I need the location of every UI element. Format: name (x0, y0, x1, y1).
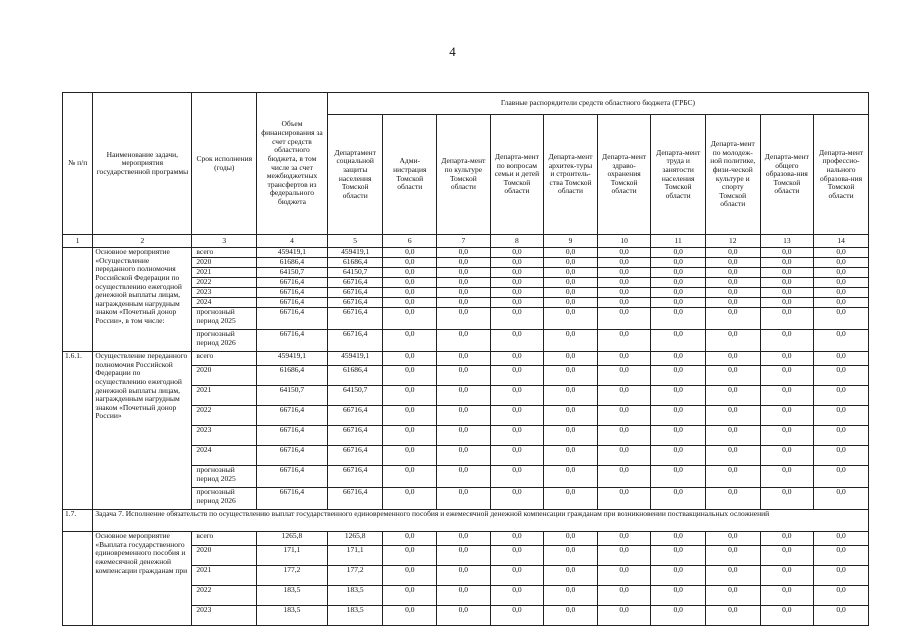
value-cell: 0,0 (490, 278, 544, 288)
value-cell: 0,0 (597, 308, 651, 330)
value-cell: 0,0 (383, 406, 437, 426)
row-term: 2020 (192, 366, 257, 386)
value-cell: 0,0 (651, 446, 706, 466)
value-cell: 0,0 (437, 488, 491, 510)
value-cell: 0,0 (760, 330, 814, 352)
row-term: всего (192, 532, 257, 546)
row-name: Основное мероприятие «Выплата государственного единовременного пособия и ежемесячной денежной компенсации гражданам при (93, 532, 192, 626)
row-term: 2022 (192, 586, 257, 606)
value-cell: 0,0 (597, 586, 651, 606)
value-cell: 0,0 (437, 298, 491, 308)
value-cell: 177,2 (327, 566, 383, 586)
value-cell: 0,0 (544, 488, 598, 510)
value-cell: 0,0 (814, 546, 869, 566)
value-cell: 0,0 (760, 366, 814, 386)
value-cell: 0,0 (651, 466, 706, 488)
column-number: 7 (437, 235, 491, 248)
row-number: 1.6.1. (63, 352, 93, 510)
value-cell: 0,0 (814, 606, 869, 626)
value-cell: 0,0 (651, 426, 706, 446)
value-cell: 0,0 (544, 386, 598, 406)
value-cell: 0,0 (437, 288, 491, 298)
value-cell: 0,0 (705, 288, 760, 298)
value-cell: 0,0 (760, 288, 814, 298)
value-cell: 0,0 (383, 330, 437, 352)
value-cell: 0,0 (544, 466, 598, 488)
value-cell: 66716,4 (257, 308, 328, 330)
value-cell: 0,0 (814, 446, 869, 466)
value-cell: 66716,4 (327, 406, 383, 426)
value-cell: 0,0 (544, 330, 598, 352)
value-cell: 0,0 (383, 466, 437, 488)
value-cell: 64150,7 (327, 386, 383, 406)
value-cell: 0,0 (760, 258, 814, 268)
value-cell: 0,0 (597, 386, 651, 406)
table-row (63, 532, 869, 546)
value-cell: 0,0 (544, 248, 598, 258)
header-department: Департа-мент общего образова-ния Томской области (760, 115, 814, 235)
value-cell: 0,0 (383, 586, 437, 606)
value-cell: 0,0 (490, 268, 544, 278)
value-cell: 66716,4 (257, 298, 328, 308)
column-number: 9 (544, 235, 598, 248)
value-cell: 0,0 (437, 268, 491, 278)
value-cell: 0,0 (490, 546, 544, 566)
value-cell: 0,0 (490, 566, 544, 586)
value-cell: 0,0 (544, 352, 598, 366)
value-cell: 0,0 (705, 268, 760, 278)
row-term: прогнозный период 2026 (192, 488, 257, 510)
value-cell: 0,0 (490, 248, 544, 258)
value-cell: 0,0 (760, 278, 814, 288)
value-cell: 177,2 (257, 566, 328, 586)
value-cell: 0,0 (383, 606, 437, 626)
value-cell: 459419,1 (257, 352, 328, 366)
value-cell: 0,0 (651, 308, 706, 330)
row-term: 2021 (192, 386, 257, 406)
value-cell: 0,0 (651, 566, 706, 586)
value-cell: 0,0 (651, 546, 706, 566)
task-row (63, 510, 869, 532)
column-number: 13 (760, 235, 814, 248)
value-cell: 0,0 (597, 366, 651, 386)
value-cell: 66716,4 (327, 288, 383, 298)
value-cell: 0,0 (597, 352, 651, 366)
value-cell: 0,0 (544, 288, 598, 298)
value-cell: 0,0 (437, 330, 491, 352)
value-cell: 0,0 (651, 586, 706, 606)
value-cell: 66716,4 (257, 488, 328, 510)
value-cell: 66716,4 (257, 288, 328, 298)
value-cell: 0,0 (544, 298, 598, 308)
value-cell: 0,0 (760, 406, 814, 426)
header-department: Департа-мент профессио-нального образова-ния Томской области (814, 115, 869, 235)
value-cell: 0,0 (760, 546, 814, 566)
value-cell: 0,0 (814, 366, 869, 386)
value-cell: 0,0 (383, 426, 437, 446)
column-number: 10 (597, 235, 651, 248)
value-cell: 0,0 (814, 268, 869, 278)
value-cell: 0,0 (705, 546, 760, 566)
row-term: всего (192, 352, 257, 366)
value-cell: 0,0 (814, 352, 869, 366)
value-cell: 0,0 (437, 586, 491, 606)
value-cell: 0,0 (597, 298, 651, 308)
value-cell: 0,0 (760, 426, 814, 446)
row-term: прогнозный период 2026 (192, 330, 257, 352)
value-cell: 0,0 (760, 298, 814, 308)
row-term: 2024 (192, 298, 257, 308)
value-cell: 0,0 (814, 386, 869, 406)
column-number: 1 (63, 235, 93, 248)
value-cell: 66716,4 (257, 406, 328, 426)
value-cell: 0,0 (651, 488, 706, 510)
value-cell: 0,0 (705, 426, 760, 446)
value-cell: 0,0 (651, 606, 706, 626)
value-cell: 0,0 (597, 546, 651, 566)
value-cell: 0,0 (490, 298, 544, 308)
value-cell: 0,0 (597, 406, 651, 426)
value-cell: 0,0 (437, 352, 491, 366)
value-cell: 0,0 (760, 606, 814, 626)
value-cell: 0,0 (651, 406, 706, 426)
value-cell: 0,0 (437, 278, 491, 288)
value-cell: 0,0 (814, 288, 869, 298)
value-cell: 0,0 (383, 446, 437, 466)
header-department: Департамент социальной защиты населения Томской области (327, 115, 383, 235)
row-term: 2021 (192, 268, 257, 278)
value-cell: 0,0 (383, 268, 437, 278)
value-cell: 0,0 (651, 386, 706, 406)
value-cell: 66716,4 (257, 278, 328, 288)
header-department: Департа-мент по молодеж-ной политике, физи-ческой культуре и спорту Томской области (705, 115, 760, 235)
value-cell: 0,0 (437, 466, 491, 488)
value-cell: 183,5 (327, 606, 383, 626)
row-name: Осуществление переданного полномочия Российской Федерации по осуществлению ежегодной денежной выплаты лицам, награжденным нагрудным знаком «Почетный донор России» (93, 352, 192, 510)
value-cell: 0,0 (814, 308, 869, 330)
value-cell: 0,0 (760, 352, 814, 366)
value-cell: 0,0 (490, 406, 544, 426)
value-cell: 0,0 (490, 488, 544, 510)
column-number: 11 (651, 235, 706, 248)
value-cell: 0,0 (814, 566, 869, 586)
value-cell: 0,0 (760, 466, 814, 488)
header-grbs: Главные распорядители средств областного бюджета (ГРБС) (327, 93, 868, 115)
value-cell: 0,0 (705, 586, 760, 606)
value-cell: 66716,4 (327, 298, 383, 308)
value-cell: 0,0 (544, 406, 598, 426)
value-cell: 0,0 (814, 488, 869, 510)
value-cell: 183,5 (257, 586, 328, 606)
value-cell: 64150,7 (257, 268, 328, 278)
value-cell: 0,0 (814, 248, 869, 258)
value-cell: 0,0 (544, 586, 598, 606)
value-cell: 0,0 (760, 586, 814, 606)
value-cell: 0,0 (383, 386, 437, 406)
column-number: 8 (490, 235, 544, 248)
value-cell: 0,0 (383, 308, 437, 330)
header-department: Департа-мент архитек-туры и строитель-ства Томской области (544, 115, 598, 235)
value-cell: 0,0 (490, 446, 544, 466)
row-term: 2024 (192, 446, 257, 466)
header-department: Адми-нистрация Томской области (383, 115, 437, 235)
value-cell: 0,0 (490, 288, 544, 298)
value-cell: 0,0 (597, 268, 651, 278)
value-cell: 0,0 (490, 426, 544, 446)
value-cell: 66716,4 (257, 446, 328, 466)
value-cell: 0,0 (597, 606, 651, 626)
value-cell: 0,0 (651, 258, 706, 268)
value-cell: 66716,4 (327, 446, 383, 466)
row-term: 2020 (192, 546, 257, 566)
value-cell: 0,0 (437, 546, 491, 566)
table-body (63, 248, 869, 626)
column-number: 4 (257, 235, 328, 248)
value-cell: 0,0 (544, 606, 598, 626)
header-term: Срок исполнения (годы) (192, 93, 257, 235)
table-row (63, 248, 869, 258)
table-row (63, 352, 869, 366)
value-cell: 0,0 (597, 426, 651, 446)
value-cell: 1265,8 (327, 532, 383, 546)
value-cell: 0,0 (490, 466, 544, 488)
row-term: 2022 (192, 278, 257, 288)
value-cell: 0,0 (814, 258, 869, 268)
value-cell: 0,0 (490, 308, 544, 330)
value-cell: 0,0 (490, 586, 544, 606)
column-number: 3 (192, 235, 257, 248)
value-cell: 0,0 (651, 330, 706, 352)
value-cell: 0,0 (383, 532, 437, 546)
row-number (63, 532, 93, 626)
value-cell: 0,0 (651, 248, 706, 258)
header-volume: Объем финансирования за счет средств областного бюджета, в том числе за счет межбюджетных трансфертов из федерального бюджета (257, 93, 328, 235)
value-cell: 0,0 (490, 352, 544, 366)
header-num: № п/п (63, 93, 93, 235)
value-cell: 0,0 (383, 258, 437, 268)
table-header (63, 93, 869, 248)
value-cell: 459419,1 (327, 248, 383, 258)
value-cell: 0,0 (705, 366, 760, 386)
value-cell: 0,0 (705, 488, 760, 510)
header-department: Департа-мент по вопросам семьи и детей Томской области (490, 115, 544, 235)
value-cell: 0,0 (437, 248, 491, 258)
row-term: 2023 (192, 426, 257, 446)
value-cell: 61686,4 (327, 258, 383, 268)
value-cell: 0,0 (544, 308, 598, 330)
value-cell: 64150,7 (257, 386, 328, 406)
row-name: Основное мероприятие «Осуществление переданного полномочия Российской Федерации по осуществлению ежегодной денежной выплаты лицам, награжденным нагрудным знаком «Почетный донор России», в том числе: (93, 248, 192, 352)
value-cell: 0,0 (705, 298, 760, 308)
value-cell: 0,0 (814, 406, 869, 426)
value-cell: 0,0 (651, 298, 706, 308)
value-cell: 66716,4 (257, 330, 328, 352)
page-number: 4 (449, 44, 456, 59)
value-cell: 0,0 (544, 268, 598, 278)
value-cell: 459419,1 (257, 248, 328, 258)
value-cell: 0,0 (705, 352, 760, 366)
value-cell: 0,0 (490, 258, 544, 268)
column-number-row (63, 235, 869, 248)
value-cell: 0,0 (760, 268, 814, 278)
value-cell: 0,0 (383, 298, 437, 308)
value-cell: 0,0 (490, 386, 544, 406)
row-number (63, 248, 93, 352)
value-cell: 61686,4 (257, 258, 328, 268)
value-cell: 0,0 (597, 446, 651, 466)
header-department: Департа-мент труда и занятости населения Томской области (651, 115, 706, 235)
value-cell: 64150,7 (327, 268, 383, 278)
value-cell: 0,0 (597, 248, 651, 258)
value-cell: 0,0 (651, 268, 706, 278)
row-term: прогнозный период 2025 (192, 308, 257, 330)
row-term: 2023 (192, 288, 257, 298)
value-cell: 0,0 (814, 426, 869, 446)
value-cell: 0,0 (383, 546, 437, 566)
value-cell: 0,0 (597, 258, 651, 268)
value-cell: 0,0 (544, 258, 598, 268)
value-cell: 61686,4 (257, 366, 328, 386)
task-number: 1.7. (63, 510, 93, 532)
value-cell: 0,0 (705, 258, 760, 268)
value-cell: 0,0 (544, 532, 598, 546)
header-name: Наименование задачи, мероприятия государственной программы (93, 93, 192, 235)
value-cell: 66716,4 (327, 488, 383, 510)
value-cell: 0,0 (760, 308, 814, 330)
value-cell: 0,0 (597, 532, 651, 546)
value-cell: 0,0 (490, 366, 544, 386)
value-cell: 0,0 (705, 532, 760, 546)
value-cell: 66716,4 (327, 330, 383, 352)
value-cell: 0,0 (760, 488, 814, 510)
value-cell: 0,0 (437, 606, 491, 626)
column-number: 14 (814, 235, 869, 248)
header-department: Департа-мент здраво-охранения Томской области (597, 115, 651, 235)
value-cell: 0,0 (814, 466, 869, 488)
value-cell: 0,0 (705, 566, 760, 586)
value-cell: 0,0 (814, 586, 869, 606)
value-cell: 0,0 (814, 330, 869, 352)
value-cell: 183,5 (257, 606, 328, 626)
value-cell: 0,0 (383, 288, 437, 298)
row-term: прогнозный период 2025 (192, 466, 257, 488)
value-cell: 61686,4 (327, 366, 383, 386)
value-cell: 0,0 (544, 426, 598, 446)
value-cell: 66716,4 (257, 426, 328, 446)
value-cell: 0,0 (383, 566, 437, 586)
value-cell: 0,0 (705, 406, 760, 426)
value-cell: 0,0 (544, 446, 598, 466)
value-cell: 0,0 (490, 606, 544, 626)
value-cell: 0,0 (760, 532, 814, 546)
value-cell: 171,1 (257, 546, 328, 566)
value-cell: 0,0 (705, 606, 760, 626)
value-cell: 66716,4 (327, 426, 383, 446)
value-cell: 0,0 (597, 288, 651, 298)
value-cell: 0,0 (544, 566, 598, 586)
value-cell: 66716,4 (327, 278, 383, 288)
value-cell: 0,0 (814, 298, 869, 308)
row-term: 2022 (192, 406, 257, 426)
value-cell: 0,0 (544, 278, 598, 288)
value-cell: 0,0 (490, 532, 544, 546)
row-term: 2021 (192, 566, 257, 586)
value-cell: 0,0 (705, 330, 760, 352)
value-cell: 0,0 (544, 546, 598, 566)
row-term: всего (192, 248, 257, 258)
header-department: Департа-мент по культуре Томской области (437, 115, 491, 235)
value-cell: 66716,4 (257, 466, 328, 488)
value-cell: 0,0 (597, 488, 651, 510)
value-cell: 0,0 (437, 566, 491, 586)
value-cell: 0,0 (383, 248, 437, 258)
value-cell: 0,0 (437, 308, 491, 330)
task-title: Задача 7. Исполнение обязательств по осуществлению выплат государственного единовременного пособия и ежемесячной денежной компенсации гражданам при возникновении поствакцинальных осложнений (93, 510, 869, 532)
column-number: 12 (705, 235, 760, 248)
value-cell: 0,0 (437, 366, 491, 386)
value-cell: 66716,4 (327, 466, 383, 488)
column-number: 5 (327, 235, 383, 248)
value-cell: 0,0 (383, 366, 437, 386)
value-cell: 1265,8 (257, 532, 328, 546)
value-cell: 0,0 (651, 288, 706, 298)
value-cell: 0,0 (437, 426, 491, 446)
value-cell: 0,0 (814, 532, 869, 546)
value-cell: 0,0 (705, 248, 760, 258)
value-cell: 0,0 (760, 248, 814, 258)
value-cell: 0,0 (383, 278, 437, 288)
value-cell: 0,0 (544, 366, 598, 386)
value-cell: 0,0 (383, 488, 437, 510)
value-cell: 0,0 (705, 386, 760, 406)
value-cell: 0,0 (651, 366, 706, 386)
value-cell: 0,0 (437, 532, 491, 546)
value-cell: 0,0 (490, 330, 544, 352)
value-cell: 0,0 (437, 406, 491, 426)
value-cell: 0,0 (705, 278, 760, 288)
value-cell: 183,5 (327, 586, 383, 606)
row-term: 2023 (192, 606, 257, 626)
value-cell: 0,0 (597, 330, 651, 352)
value-cell: 0,0 (437, 446, 491, 466)
value-cell: 66716,4 (327, 308, 383, 330)
column-number: 2 (93, 235, 192, 248)
funding-table (62, 92, 869, 626)
row-term: 2020 (192, 258, 257, 268)
value-cell: 0,0 (437, 258, 491, 268)
value-cell: 0,0 (597, 278, 651, 288)
value-cell: 0,0 (437, 386, 491, 406)
value-cell: 0,0 (705, 466, 760, 488)
column-number: 6 (383, 235, 437, 248)
value-cell: 0,0 (760, 386, 814, 406)
value-cell: 0,0 (760, 446, 814, 466)
value-cell: 171,1 (327, 546, 383, 566)
value-cell: 459419,1 (327, 352, 383, 366)
value-cell: 0,0 (651, 352, 706, 366)
value-cell: 0,0 (651, 278, 706, 288)
value-cell: 0,0 (651, 532, 706, 546)
value-cell: 0,0 (705, 308, 760, 330)
value-cell: 0,0 (597, 566, 651, 586)
value-cell: 0,0 (597, 466, 651, 488)
value-cell: 0,0 (814, 278, 869, 288)
value-cell: 0,0 (760, 566, 814, 586)
value-cell: 0,0 (383, 352, 437, 366)
value-cell: 0,0 (705, 446, 760, 466)
